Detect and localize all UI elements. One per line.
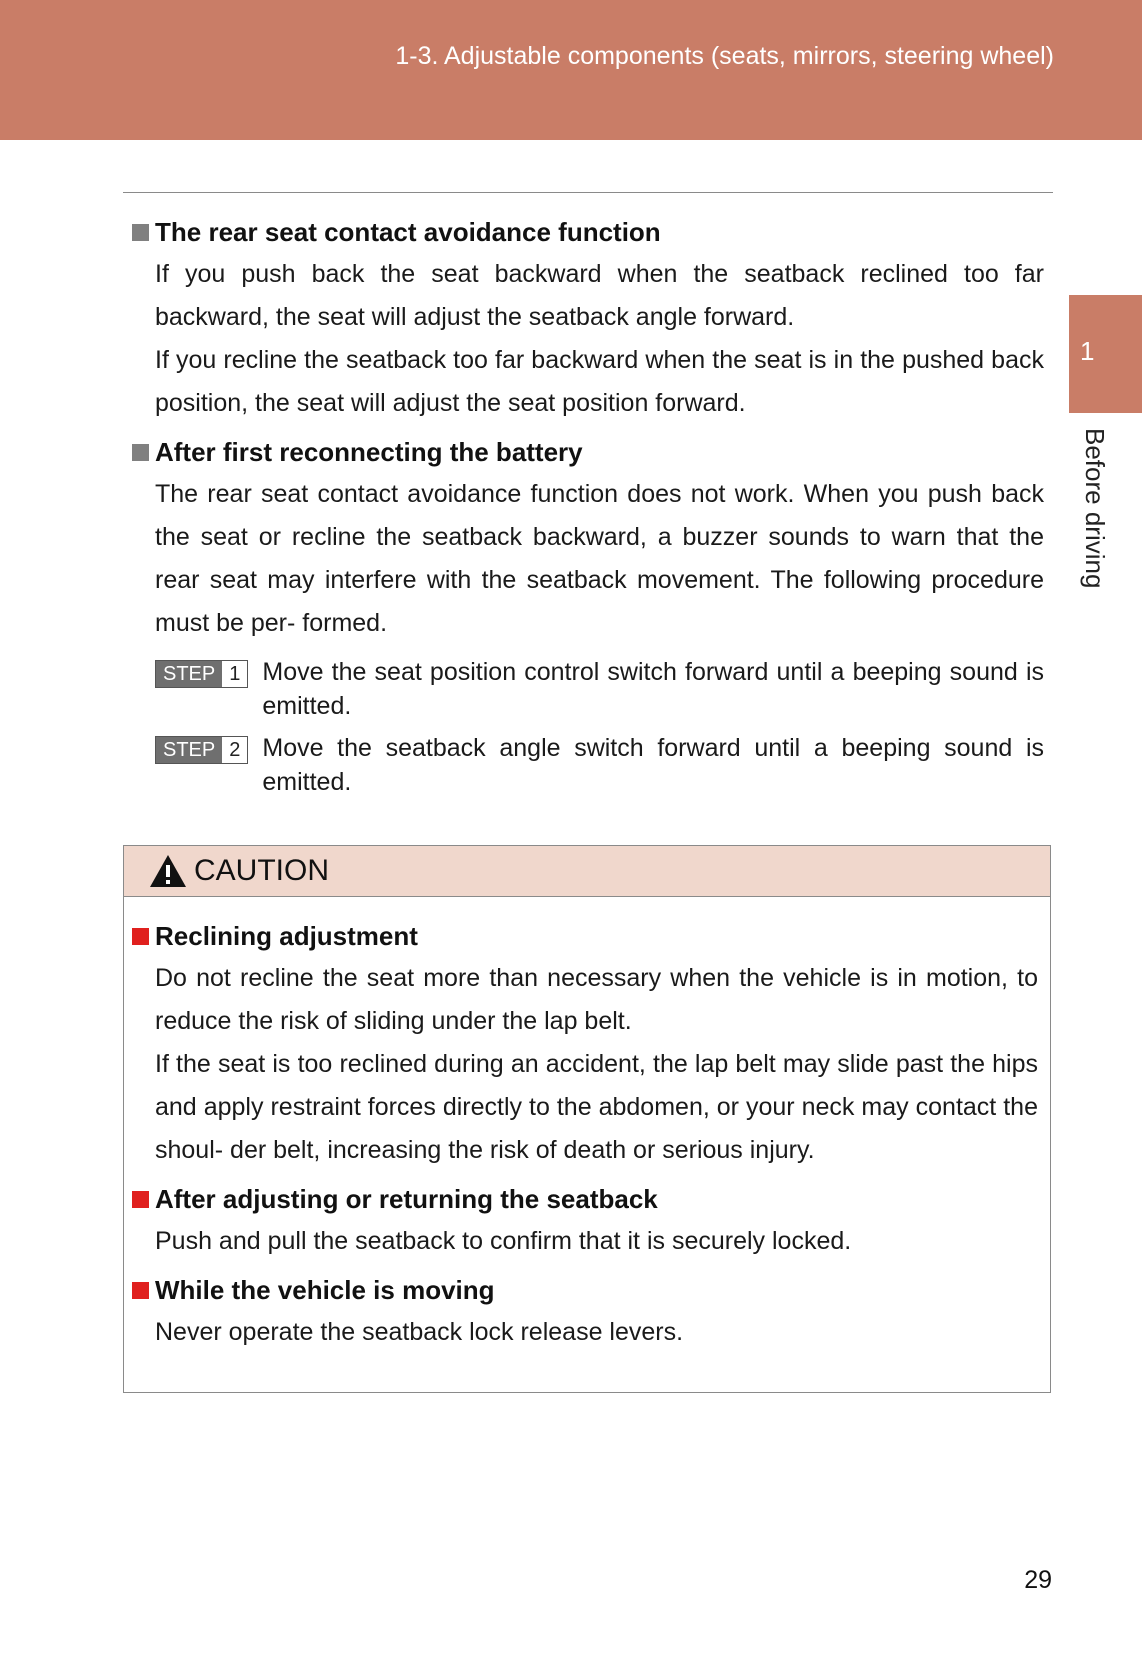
paragraph: Never operate the seatback lock release levers.	[155, 1318, 684, 1346]
step-badge-number: 2	[222, 737, 247, 763]
step-badge	[155, 736, 248, 764]
caution-body	[124, 897, 1050, 1354]
caution-item-heading-text: Reclining adjustment	[155, 921, 418, 951]
gray-square-icon	[132, 224, 149, 241]
red-square-icon	[132, 1191, 149, 1208]
section-heading-text: The rear seat contact avoidance function	[155, 217, 661, 247]
caution-box	[123, 845, 1051, 1393]
caution-header	[124, 846, 1050, 897]
step-badge-word: STEP	[156, 661, 222, 687]
step-text: Move the seatback angle switch forward until a beeping sound is emitted.	[262, 734, 1044, 796]
caution-item	[132, 919, 1038, 1172]
caution-item-heading	[132, 919, 1038, 953]
red-square-icon	[132, 928, 149, 945]
caution-item-heading	[132, 1273, 1038, 1307]
paragraph: Do not recline the seat more than necessary when the vehicle is in motion, to reduce the risk of sliding under the lap belt.	[155, 964, 1038, 1035]
step-item	[155, 731, 1044, 799]
caution-item-heading-text: While the vehicle is moving	[155, 1275, 495, 1305]
caution-item	[132, 1273, 1038, 1354]
section-rear-seat-contact	[132, 215, 1044, 425]
chapter-tab-number: 1	[1080, 336, 1095, 366]
paragraph: If the seat is too reclined during an accident, the lap belt may slide past the hips and apply restraint forces directly to the abdomen, or your neck may contact the shoul- der belt, increasing the risk of death or serious injury.	[155, 1050, 1038, 1164]
section-heading	[132, 215, 1044, 249]
caution-item	[132, 1182, 1038, 1263]
red-square-icon	[132, 1282, 149, 1299]
step-badge-word: STEP	[156, 737, 222, 763]
chapter-tab-label: Before driving	[1080, 428, 1110, 589]
caution-item-heading-text: After adjusting or returning the seatback	[155, 1184, 658, 1214]
step-text: Move the seat position control switch forward until a beeping sound is emitted.	[262, 658, 1044, 720]
paragraph: If you push back the seat backward when the seatback reclined too far backward, the seat will adjust the seatback angle forward.	[155, 260, 1044, 331]
gray-square-icon	[132, 444, 149, 461]
step-badge	[155, 660, 248, 688]
paragraph: If you recline the seatback too far backward when the seat is in the pushed back position, the seat will adjust the seat position forward.	[155, 346, 1044, 417]
section-heading	[132, 435, 1044, 469]
header-divider	[123, 192, 1053, 193]
paragraph: The rear seat contact avoidance function does not work. When you push back the seat or recline the seatback backward, a buzzer sounds to warn that the rear seat may interfere with the seatback movement. The following procedure must be per- formed.	[155, 480, 1044, 637]
page-number: 29	[1024, 1566, 1052, 1594]
step-badge-number: 1	[222, 661, 247, 687]
section-heading-text: After first reconnecting the battery	[155, 437, 583, 467]
step-item	[155, 655, 1044, 723]
paragraph: Push and pull the seatback to confirm that it is securely locked.	[155, 1227, 852, 1255]
warning-triangle-icon	[148, 853, 188, 889]
caution-item-heading	[132, 1182, 1038, 1216]
chapter-header-title: 1-3. Adjustable components (seats, mirrors, steering wheel)	[395, 42, 1054, 70]
section-battery-reconnect	[132, 435, 1044, 799]
caution-title: CAUTION	[194, 854, 329, 887]
main-content	[132, 215, 1044, 799]
